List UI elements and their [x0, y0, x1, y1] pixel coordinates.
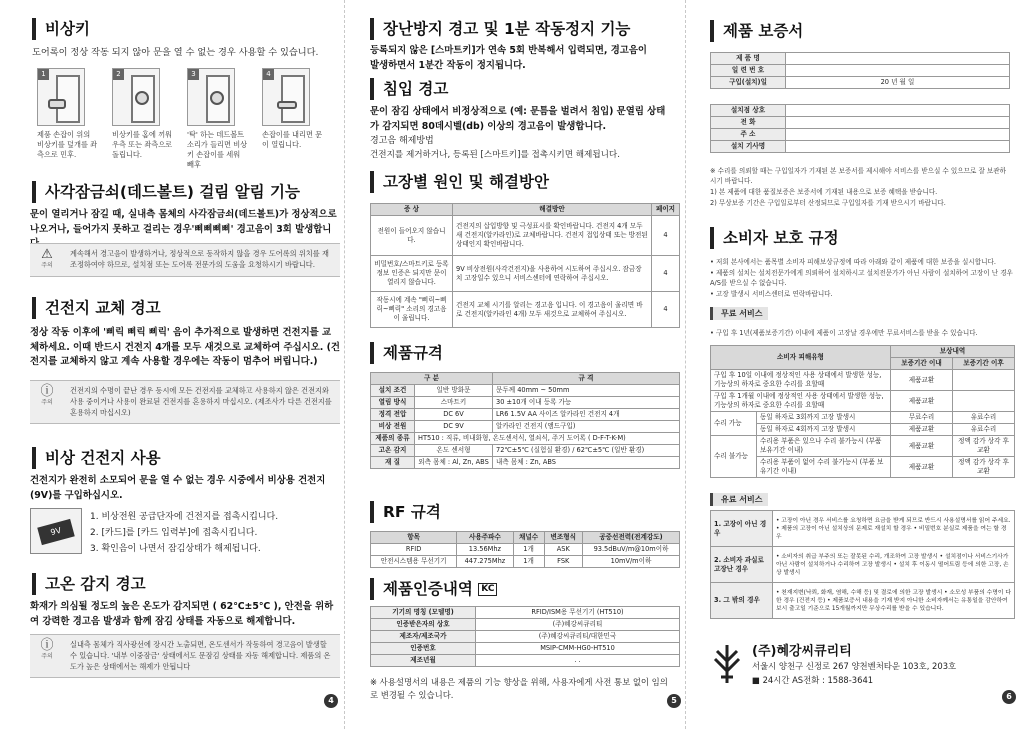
emergency-key-title: 비상키 — [32, 18, 90, 40]
tamper-title: 장난방지 경고 및 1분 작동정지 기능 — [370, 18, 630, 40]
table-row: 제 품 명 — [711, 53, 1010, 65]
kc-mark-icon: KC — [478, 583, 497, 596]
intrusion-body: 문이 잠김 상태에서 비정상적으로 (예: 문틈을 벌려서 침입) 문열림 상태가 감지되면 80데시벨(db) 이상의 경고음이 발생합니다. — [370, 106, 666, 132]
warranty-note-1: ※ 수리를 의뢰할 때는 구입일자가 기재된 본 보증서를 제시해야 서비스를 받으실 수 있으므로 잘 보관하시기 바랍니다. — [710, 167, 1007, 185]
table-row: 정격 전압 DC 6V LR6 1.5V AA 사이즈 알카라인 건전지 4개 — [371, 409, 680, 421]
table-row: 설치점 상호 — [711, 105, 1010, 117]
table-row: 전원이 들어오지 않습니다. 건전지의 삽입방향 및 극성표시를 확인바랍니다. 건전지 4개 모두 새 건전지(알카라인)로 교체바랍니다. 건전지 접입상태 또는 방전된 상태인지 확인바랍니다. 4 — [371, 216, 680, 256]
caution-icon: ⓘ 주의 — [40, 384, 54, 406]
rf-title: RF 규격 — [370, 501, 441, 523]
table-row: 구입 후 10일 이내에 정상적인 사용 상태에서 발생한 성능, 기능상의 하자로 중요한 수리를 요할때 제품교환 — [711, 370, 1015, 391]
step-3-illustration: 3 — [187, 68, 235, 126]
step-2-illustration: 2 — [112, 68, 160, 126]
warranty-note-3: 2) 무상보증 기간은 구입일로부터 산정되므로 구입일자를 기재 받으시기 바랍니다. — [710, 199, 946, 207]
table-row: 동일 하자로 4회까지 고장 발생시 제품교환 유료수리 — [711, 424, 1015, 436]
table-row: 고온 감지 온도 센서형 72℃±5℃ (실험실 환경) / 62℃±5℃ (일반 환경) — [371, 445, 680, 457]
emergency-step-3: 3. 확인음이 나면서 잠김상태가 해제됩니다. — [90, 544, 261, 554]
consumer-bullet-2: • 제품의 설치는 설치전문가에게 의뢰하여 설치하시고 설치전문가가 아닌 사람이 설치하여 고장이 난 경우 A/S를 받으실 수 없습니다. — [710, 269, 1013, 287]
step-4-illustration: 4 — [262, 68, 310, 126]
deadbolt-note: ⚠ 주의 계속해서 경고음이 발생하거나, 정상적으로 동작하지 않을 경우 도어록의 위치를 재조정하여야 하므로, 설치점 또는 도어록 전문가의 도움을 요청하시기 바랍니다. — [30, 243, 340, 277]
table-row: 제조자/제조국가 (주)혜강씨큐리티/대한민국 — [371, 631, 680, 643]
table-row: 설치 조건 일반 방화문 문두께 40mm ~ 50mm — [371, 385, 680, 397]
page-4 — [0, 0, 343, 729]
table-row: 수리 불가능 수리용 부품은 있으나 수리 불가능시 (부품 보유기간 이내) 제품교환 정액 감가 상각 후 교환 — [711, 436, 1015, 457]
intrusion-sub-body: 건전지를 제거하거나, 등록된 [스마트키]를 접촉시키면 해제됩니다. — [370, 150, 620, 160]
warranty-title: 제품 보증서 — [710, 20, 803, 42]
emergency-key-desc: 도어록이 정상 작동 되지 않아 문을 열 수 없는 경우 사용할 수 있습니다. — [32, 47, 319, 58]
spec-table: 구 분 규 격 설치 조건 일반 방화문 문두께 40mm ~ 50mm 열림 방식 스마트키 30 ±10개 이내 등록 가능 정격 전압 DC 6V LR6 1.5V AA 사이즈 알카라인 건전지 4개 비상 전원 DC 9V 알카라인 건전지 (앰드구입) 제품의 종류 HT510 : 직류, 비내화형, 온도센서식, 열쇠식, 주거 도어록 ( D-F-T-K-M) 고온 감지 온도 센서형 72℃±5℃ (실험실 환경) / 62℃±5℃ (일반 환경) 재 질 외측 몸체 : Al, Zn, ABS 내측 몸체 : Zn, ABS — [370, 372, 680, 469]
spec-title: 제품규격 — [370, 342, 443, 364]
page-number: 5 — [667, 694, 681, 708]
paid-service-table — [710, 510, 1015, 619]
cert-title: 제품인증내역 KC — [370, 578, 497, 600]
table-row: 주 소 — [711, 129, 1010, 141]
emergency-step-2: 2. [카드]를 [카드 입력부]에 접촉시킵니다. — [90, 528, 258, 538]
table-row: 수리 가능 동일 하자로 3회까지 고장 발생시 무료수리 유료수리 — [711, 412, 1015, 424]
high-temp-note: ⓘ 주의 실내측 몸체가 직사광선에 장시간 노출되면, 온도센서가 작동하여 경고음이 발생할 수 있습니다. '내부 이중잠금' 상태에서도 문잠김 상태를 자동 해제합니다. 제품의 온도가 높은 상태에서는 해제가 안됩니다 — [30, 634, 340, 678]
free-service-note: • 구입 후 1년(제품보증기간) 이내에 제품이 고장날 경우에만 무료서비스를 받을 수 있습니다. — [710, 329, 978, 337]
consumer-title: 소비자 보호 규정 — [710, 227, 839, 249]
table-row: 수리용 부품이 없어 수리 불가능시 (부품 보유기간 이내) 제품교환 정액 감가 상각 후 교환 — [711, 457, 1015, 478]
table-row: RFID 13.56Mhz 1개 ASK 93.5dBuV/m@10m이하 — [371, 544, 680, 556]
table-row: 제조년월 . . — [371, 655, 680, 667]
free-service-title: 무료 서비스 — [710, 307, 768, 320]
table-row: 기기의 명칭 (모델명) RFID/ISM용 무선기기 (HT510) — [371, 607, 680, 619]
table-row: 인증받은자의 상호 (주)혜강씨큐리티 — [371, 619, 680, 631]
table-row: 구입(설치)일 20 년 월 일 — [711, 77, 1010, 89]
emergency-battery-body: 건전지가 완전히 소모되어 문을 열 수 없는 경우 시중에서 비상용 건전지(9V)를 구입하십시오. — [30, 475, 326, 501]
page-6 — [685, 0, 1024, 729]
installer-table — [710, 104, 1010, 153]
cert-table — [370, 606, 680, 667]
cert-footnote: ※ 사용설명서의 내용은 제품의 기능 향상을 위해, 사용자에게 사전 통보 없이 임의로 변경될 수 있습니다. — [370, 677, 668, 700]
table-row: 비밀번호/스마트키로 등록 정보 인증은 되지만 문이 열리지 않습니다. 9V 비상전원(사각건전지)을 사용하여 시도하여 주십시오. 잠금장치 고장일수 있으니 서비스센터에 연락하여 주십시오. 4 — [371, 256, 680, 292]
paid-service-title: 유료 서비스 — [710, 493, 768, 506]
emergency-step-1: 1. 비상전원 공급단자에 건전지를 접촉시킵니다. — [90, 512, 279, 522]
step-2-caption: 비상키를 홈에 끼워 우측 또는 좌측으로 돌립니다. — [112, 130, 173, 159]
emergency-battery-title: 비상 건전지 사용 — [32, 447, 161, 469]
table-row: 3. 그 밖의 경우 • 천재지변(낙뢰, 화재, 염해, 수해 등) 및 결로에 의한 고장 발생시 • 소모성 부품의 수명이 다한 경우 (건전지 등) • 제품보증서 내용을 기재 받지 아니한 소비자께서는 유통일을 감안하여 보시 출고일 기준으로 15개월까지만 무상수리를 받을 수 있습니다. — [711, 583, 1015, 619]
deadbolt-body: 문이 열리거나 잠길 때, 실내측 몸체의 사각잠금쇠(데드볼트)가 정상적으로 나오거나, 들어가지 못하고 걸리는 경우'삐삐삐삐' 경고음이 3회 발생합니 — [30, 209, 337, 235]
step-4-caption: 손잡이를 내리면 문이 열립니다. — [262, 130, 323, 149]
page-number: 4 — [324, 694, 338, 708]
battery-title: 건전지 교체 경고 — [32, 297, 161, 319]
table-row: 2. 소비자 과실로 고장난 경우 • 소비자의 취급 부주의 또는 잘못된 수리, 개조하여 고장 발생시 • 설치점이나 서비스기사가 아닌 사람이 설치하거나 수리하여 고장 발생시 • 설치 후 이동시 떨어트림 등에 의한 고장, 손상 발생시 — [711, 547, 1015, 583]
intrusion-sub: 경고음 해제방법 — [370, 136, 434, 146]
warranty-note-2: 1) 본 제품에 대한 품질보증은 보증서에 기재된 내용으로 보증 혜택을 받습니다. — [710, 188, 938, 196]
9v-battery-illustration: 9V — [30, 508, 82, 554]
deadbolt-title: 사각잠금쇠(데드볼트) 걸림 알림 기능 — [32, 181, 300, 203]
company-address: 서울시 양천구 신정로 267 양천벤처타운 103호, 203호 — [752, 661, 957, 671]
caution-icon: ⚠ 주의 — [41, 247, 53, 269]
table-row: 제품의 종류 HT510 : 직류, 비내화형, 온도센서식, 열쇠식, 주거 도어록 ( D-F-T-K-M) — [371, 433, 680, 445]
battery-note: ⓘ 주의 건전지의 수명이 끝난 경우 동시에 모든 건전지를 교체하고 사용하지 않은 건전지와 사용 중이거나 사용이 완료된 건전지를 혼용하지 마십시오. (제조사가 다른 건전지를 혼용하지 마십시오) — [30, 380, 340, 424]
table-row: 인증번호 MSIP-CMM-HG0-HT510 — [371, 643, 680, 655]
table-row: 설치 기사명 — [711, 141, 1010, 153]
company-cs-phone: ■ 24시간 AS전화 : 1588-3641 — [752, 675, 874, 685]
consumer-bullet-1: • 저희 본사에서는 품목별 소비자 피해보상규정에 따라 아래와 같이 제품에 대한 보증을 실시합니다. — [710, 258, 996, 266]
warranty-table — [710, 52, 1010, 89]
page-number: 6 — [1002, 690, 1016, 704]
table-row: 재 질 외측 몸체 : Al, Zn, ABS 내측 몸체 : Zn, ABS — [371, 457, 680, 469]
step-3-caption: '탁' 하는 데드볼트 소리가 들리면 비상키 손잡이를 세워 빼후 — [187, 130, 248, 169]
company-logo-icon — [712, 643, 742, 685]
consumer-bullet-3: • 고장 발생시 서비스센터로 연락바랍니다. — [710, 290, 833, 298]
table-row: 비상 전원 DC 9V 알카라인 건전지 (앰드구입) — [371, 421, 680, 433]
high-temp-title: 고온 감지 경고 — [32, 573, 146, 595]
tamper-body: 등록되지 않은 [스마트키]가 연속 5회 반복해서 입력되면, 경고음이 발생하면서 1분간 작동이 정지됩니다. — [370, 45, 647, 71]
table-row: 열림 방식 스마트키 30 ±10개 이내 등록 가능 — [371, 397, 680, 409]
troubleshoot-table: 증 상 해결방안 페이지 전원이 들어오지 않습니다. 건전지의 삽입방향 및 극성표시를 확인바랍니다. 건전지 4개 모두 새 건전지(알카라인)로 교체바랍니다. 건전지 접입상태 또는 방전된 상태인지 확인바랍니다. 4 비밀번호/스마트키로 등록 정보 인증은 되지만 문이 열리지 않습니다. 9V 비상전원(사각건전지)을 사용하여 시도하여 주십시오. 잠금장치 고장일수 있으니 서비스센터에 연락하여 주십시오. 4 작동시에 계속 "삐릭~삐릭~삐릭" 소리의 경고음이 울립니다. 건전지 교체 시기를 알리는 경고음 입니다. 이 경고음이 울리면 바로 건전지(알카라인 4개) 모두 새것으로 교체하여 주십시오. 4 — [370, 203, 680, 328]
table-row: 1. 고장이 아닌 경우 • 고장이 아닌 경우 서비스를 요청하면 요금을 받게 되므로 반드시 사용설명서를 읽어 주세요. • 제품의 고장이 아닌 설치상의 문제로 재설치 할 경우 • 비밀번호 분실로 제품을 여는 할 경우 — [711, 511, 1015, 547]
table-row: 작동시에 계속 "삐릭~삐릭~삐릭" 소리의 경고음이 울립니다. 건전지 교체 시기를 알리는 경고음 입니다. 이 경고음이 울리면 바로 건전지(알카라인 4개) 모두 새것으로 교체하여 주십시오. 4 — [371, 292, 680, 328]
rf-table: 항목 사용주파수 채널수 변조형식 공중선전력(전계강도) RFID 13.56Mhz 1개 ASK 93.5dBuV/m@10m이하 안전시스템용 무선기기 447.275Mhz 1개 FSK 10mV/m이하 — [370, 531, 680, 568]
table-row: 안전시스템용 무선기기 447.275Mhz 1개 FSK 10mV/m이하 — [371, 556, 680, 568]
page-5 — [344, 0, 684, 729]
intrusion-title: 침입 경고 — [370, 78, 448, 100]
table-row: 구입 후 1개월 이내에 정상적인 사용 상태에서 발생한 성능, 기능상의 하자로 중요한 수리를 요할때 제품교환 — [711, 391, 1015, 412]
step-1-illustration: 1 — [37, 68, 85, 126]
battery-body: 정상 작동 이후에 '삐릭 삐릭 삐릭' 음이 추가적으로 발생하면 건전지를 교체하세요. 이때 반드시 건전지 4개를 모두 새것으로 교체하여 주십시오. (건전지를 교체하지 않고 계속 사용할 경우에는 작동이 멈추어 버립니다.) — [30, 327, 340, 368]
table-row: 일 련 번 호 — [711, 65, 1010, 77]
table-row: 전 화 — [711, 117, 1010, 129]
free-service-table: 소비자 피해유형 보상내역 보증기간 이내 보증기간 이후 구입 후 10일 이내에 정상적인 사용 상태에서 발생한 성능, 기능상의 하자로 중요한 수리를 요할때 제품교환 구입 후 1개월 이내에 정상적인 사용 상태에서 발생한 성능, 기능상의 하자로 중요한 수리를 요할때 제품교환 수리 가능 동일 하자로 3회까지 고장 발생시 무료수리 유료수리 동일 하자로 4회까지 고장 발생시 제품교환 유료수리 수리 불가능 수리용 부품은 있으나 수리 불가능시 (부품 보유기간 이내) 제품교환 정액 감가 상각 후 교환 수리용 부품이 없어 수리 불가능시 (부품 보유기간 이내) 제품교환 정액 감가 상각 후 교환 — [710, 345, 1015, 478]
company-name: (주)혜강씨큐리티 — [752, 644, 852, 659]
high-temp-body: 화재가 의심될 정도의 높은 온도가 감지되면 ( 62℃±5℃ ), 안전을 위하여 강력한 경고음 발생과 함께 잠김 상태를 자동으로 해제합니다. — [30, 601, 334, 627]
step-1-caption: 제품 손잡이 위의 비상키를 덮개를 좌측으로 민후. — [37, 130, 98, 159]
caution-icon: ⓘ 주의 — [40, 638, 54, 660]
troubleshoot-title: 고장별 원인 및 해결방안 — [370, 171, 549, 193]
